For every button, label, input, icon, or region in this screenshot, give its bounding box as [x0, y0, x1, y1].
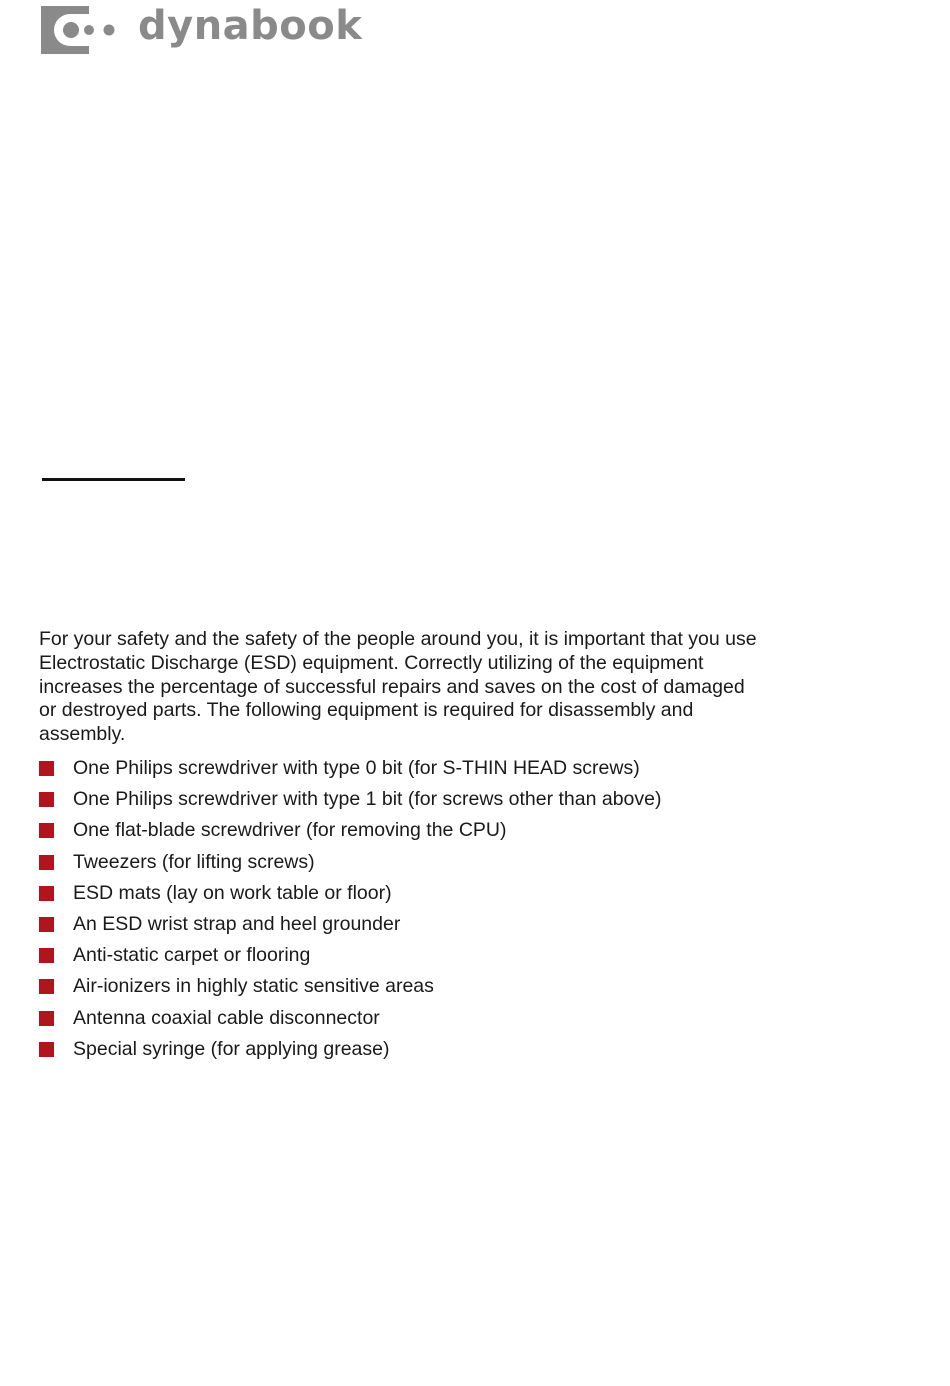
- equipment-list: [39, 753, 662, 1065]
- dynabook-mark-icon: [41, 6, 129, 54]
- bullet-square-icon: [39, 855, 54, 870]
- list-item-text: Antenna coaxial cable disconnector: [73, 1006, 380, 1029]
- list-item: [39, 784, 662, 815]
- bullet-square-icon: [39, 948, 54, 963]
- list-item: [39, 909, 662, 940]
- list-item: [39, 815, 662, 846]
- list-item-text: One flat-blade screwdriver (for removing the CPU): [73, 819, 507, 842]
- list-item-text: Special syringe (for applying grease): [73, 1037, 390, 1060]
- list-item-text: Anti-static carpet or flooring: [73, 944, 311, 967]
- logo-wordmark: dynabook: [138, 3, 363, 49]
- section-divider: [42, 478, 185, 481]
- bullet-square-icon: [39, 886, 54, 901]
- list-item-text: An ESD wrist strap and heel grounder: [73, 913, 401, 936]
- list-item: [39, 878, 662, 909]
- bullet-square-icon: [39, 823, 54, 838]
- bullet-square-icon: [39, 761, 54, 776]
- list-item-text: Tweezers (for lifting screws): [73, 850, 315, 873]
- bullet-square-icon: [39, 917, 54, 932]
- list-item-text: One Philips screwdriver with type 1 bit (for screws other than above): [73, 788, 662, 811]
- list-item: [39, 847, 662, 878]
- list-item-text: One Philips screwdriver with type 0 bit (for S-THIN HEAD screws): [73, 757, 640, 780]
- list-item: [39, 971, 662, 1002]
- list-item: [39, 1034, 662, 1065]
- bullet-square-icon: [39, 1042, 54, 1057]
- bullet-square-icon: [39, 1011, 54, 1026]
- list-item-text: Air-ionizers in highly static sensitive areas: [73, 975, 434, 998]
- intro-paragraph: For your safety and the safety of the people around you, it is important that you use Electrostatic Discharge (ESD) equipment. Correctly utilizing of the equipment increases the percentage of successful repairs and saves on the cost of damaged or destroyed parts. The following equipment is required for disassembly and assembly.: [39, 628, 757, 746]
- bullet-square-icon: [39, 979, 54, 994]
- list-item: [39, 1003, 662, 1034]
- dynabook-logo: [41, 3, 363, 54]
- bullet-square-icon: [39, 792, 54, 807]
- list-item: [39, 940, 662, 971]
- list-item: [39, 753, 662, 784]
- list-item-text: ESD mats (lay on work table or floor): [73, 881, 392, 904]
